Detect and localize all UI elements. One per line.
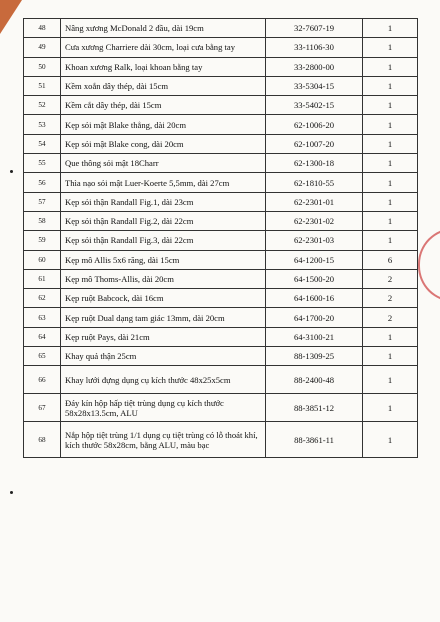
- item-name-cell: Nâng xương McDonald 2 đầu, dài 19cm: [61, 19, 266, 38]
- quantity-cell: 2: [363, 289, 418, 308]
- quantity-cell: 2: [363, 308, 418, 327]
- item-name-cell: Kẹp sỏi thận Randall Fig.2, dài 22cm: [61, 211, 266, 230]
- row-number-cell: 68: [24, 422, 61, 458]
- stamp: [418, 228, 440, 302]
- quantity-cell: 1: [363, 96, 418, 115]
- quantity-cell: 1: [363, 422, 418, 458]
- item-name-cell: Nắp hộp tiệt trùng 1/1 dụng cụ tiệt trùng có lỗ thoát khí, kích thước 58x28cm, bằng ALU, màu bạc: [61, 422, 266, 458]
- row-number-cell: 48: [24, 19, 61, 38]
- item-code-cell: 62-1300-18: [266, 154, 363, 173]
- row-number-cell: 62: [24, 289, 61, 308]
- item-name-cell: Kẹp sỏi thận Randall Fig.3, dài 22cm: [61, 231, 266, 250]
- row-number-cell: 65: [24, 347, 61, 366]
- item-code-cell: 64-3100-21: [266, 327, 363, 346]
- item-name-cell: Que thông sỏi mật 18Charr: [61, 154, 266, 173]
- table-row: [24, 422, 418, 458]
- table-row: [24, 38, 418, 57]
- item-code-cell: 88-1309-25: [266, 347, 363, 366]
- table-row: [24, 269, 418, 288]
- table-row: [24, 192, 418, 211]
- item-code-cell: 88-3861-11: [266, 422, 363, 458]
- table-row: [24, 250, 418, 269]
- quantity-cell: 1: [363, 57, 418, 76]
- item-name-cell: Khay lưới đựng dụng cụ kích thước 48x25x5cm: [61, 366, 266, 394]
- row-number-cell: 57: [24, 192, 61, 211]
- row-number-cell: 55: [24, 154, 61, 173]
- table-row: [24, 173, 418, 192]
- item-code-cell: 62-1006-20: [266, 115, 363, 134]
- item-name-cell: Khoan xương Ralk, loại khoan bằng tay: [61, 57, 266, 76]
- table-row: [24, 394, 418, 422]
- quantity-cell: 1: [363, 173, 418, 192]
- row-number-cell: 50: [24, 57, 61, 76]
- corner-mark: [0, 0, 22, 34]
- item-name-cell: Thìa nạo sỏi mật Luer-Koerte 5,5mm, dài 27cm: [61, 173, 266, 192]
- scan-speck: [10, 170, 13, 173]
- table-row: [24, 134, 418, 153]
- item-name-cell: Kẹp sỏi mật Blake thẳng, dài 20cm: [61, 115, 266, 134]
- item-name-cell: Kẹp ruột Dual dạng tam giác 13mm, dài 20cm: [61, 308, 266, 327]
- quantity-cell: 1: [363, 76, 418, 95]
- scan-speck: [10, 491, 13, 494]
- table-row: [24, 76, 418, 95]
- table-row: [24, 211, 418, 230]
- table-row: [24, 308, 418, 327]
- row-number-cell: 51: [24, 76, 61, 95]
- quantity-cell: 1: [363, 347, 418, 366]
- table-row: [24, 366, 418, 394]
- item-code-cell: 62-1810-55: [266, 173, 363, 192]
- table-row: [24, 154, 418, 173]
- row-number-cell: 67: [24, 394, 61, 422]
- item-code-cell: 62-2301-01: [266, 192, 363, 211]
- quantity-cell: 6: [363, 250, 418, 269]
- quantity-cell: 1: [363, 134, 418, 153]
- row-number-cell: 52: [24, 96, 61, 115]
- item-name-cell: Cưa xương Charriere dài 30cm, loại cưa bằng tay: [61, 38, 266, 57]
- item-code-cell: 33-5402-15: [266, 96, 363, 115]
- item-name-cell: Kẹp sỏi mật Blake cong, dài 20cm: [61, 134, 266, 153]
- item-code-cell: 64-1600-16: [266, 289, 363, 308]
- table-row: [24, 231, 418, 250]
- quantity-cell: 1: [363, 154, 418, 173]
- table-row: [24, 57, 418, 76]
- table-row: [24, 327, 418, 346]
- item-code-cell: 88-3851-12: [266, 394, 363, 422]
- item-code-cell: 62-2301-02: [266, 211, 363, 230]
- table-row: [24, 347, 418, 366]
- item-code-cell: 62-2301-03: [266, 231, 363, 250]
- row-number-cell: 53: [24, 115, 61, 134]
- quantity-cell: 1: [363, 19, 418, 38]
- item-code-cell: 88-2400-48: [266, 366, 363, 394]
- quantity-cell: 2: [363, 269, 418, 288]
- item-code-cell: 64-1500-20: [266, 269, 363, 288]
- table-body: [24, 19, 418, 458]
- row-number-cell: 59: [24, 231, 61, 250]
- row-number-cell: 61: [24, 269, 61, 288]
- equipment-table: [23, 18, 418, 458]
- item-name-cell: Kẹp sỏi thận Randall Fig.1, dài 23cm: [61, 192, 266, 211]
- item-code-cell: 33-1106-30: [266, 38, 363, 57]
- table-row: [24, 289, 418, 308]
- quantity-cell: 1: [363, 192, 418, 211]
- row-number-cell: 66: [24, 366, 61, 394]
- item-code-cell: 62-1007-20: [266, 134, 363, 153]
- item-code-cell: 33-5304-15: [266, 76, 363, 95]
- quantity-cell: 1: [363, 211, 418, 230]
- item-code-cell: 64-1200-15: [266, 250, 363, 269]
- row-number-cell: 63: [24, 308, 61, 327]
- item-name-cell: Kềm xoắn dây thép, dài 15cm: [61, 76, 266, 95]
- item-name-cell: Kẹp ruột Babcock, dài 16cm: [61, 289, 266, 308]
- item-name-cell: Kẹp mô Allis 5x6 răng, dài 15cm: [61, 250, 266, 269]
- item-code-cell: 64-1700-20: [266, 308, 363, 327]
- item-name-cell: Khay quả thận 25cm: [61, 347, 266, 366]
- row-number-cell: 58: [24, 211, 61, 230]
- quantity-cell: 1: [363, 366, 418, 394]
- row-number-cell: 54: [24, 134, 61, 153]
- row-number-cell: 64: [24, 327, 61, 346]
- item-name-cell: Đáy kín hộp hấp tiệt trùng dụng cụ kích thước 58x28x13.5cm, ALU: [61, 394, 266, 422]
- table-row: [24, 96, 418, 115]
- row-number-cell: 49: [24, 38, 61, 57]
- item-code-cell: 33-2800-00: [266, 57, 363, 76]
- table-row: [24, 19, 418, 38]
- item-code-cell: 32-7607-19: [266, 19, 363, 38]
- item-name-cell: Kềm cắt dây thép, dài 15cm: [61, 96, 266, 115]
- quantity-cell: 1: [363, 231, 418, 250]
- item-name-cell: Kẹp ruột Pays, dài 21cm: [61, 327, 266, 346]
- quantity-cell: 1: [363, 327, 418, 346]
- row-number-cell: 60: [24, 250, 61, 269]
- table-row: [24, 115, 418, 134]
- quantity-cell: 1: [363, 115, 418, 134]
- item-name-cell: Kẹp mô Thoms-Allis, dài 20cm: [61, 269, 266, 288]
- quantity-cell: 1: [363, 38, 418, 57]
- quantity-cell: 1: [363, 394, 418, 422]
- row-number-cell: 56: [24, 173, 61, 192]
